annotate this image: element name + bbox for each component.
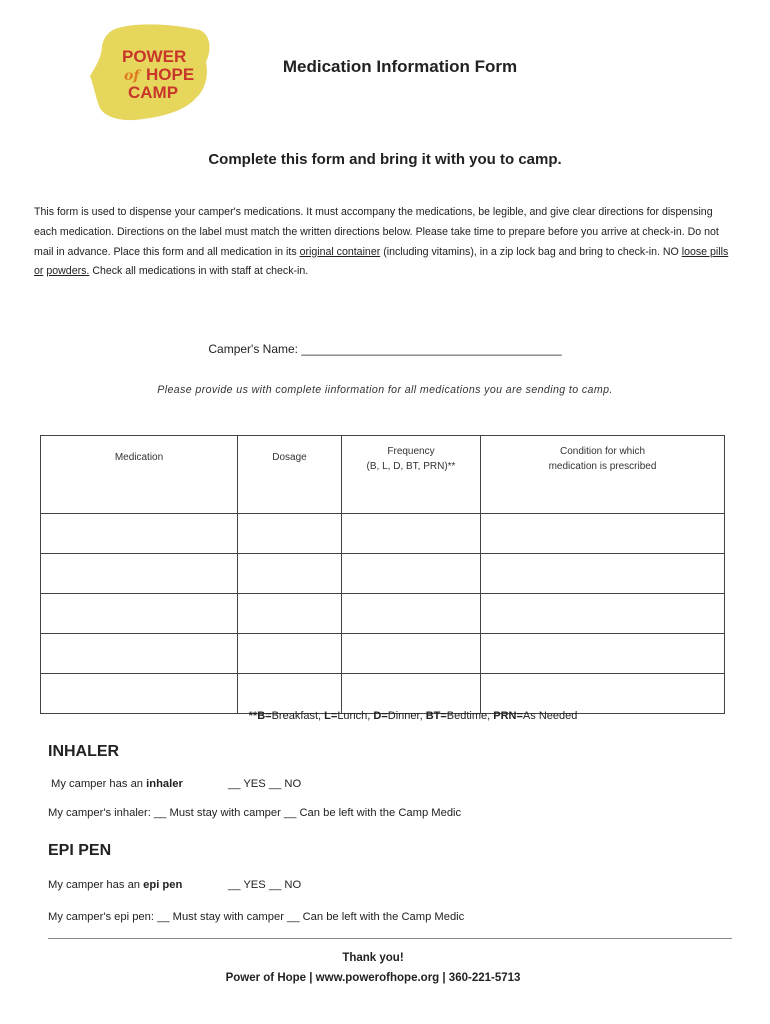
header-dosage: Dosage [238, 436, 342, 514]
legend-bt-key: BT= [425, 710, 447, 722]
logo-text-of: of [124, 68, 140, 84]
intro-text-1: This form is used to dispense your camper's medications. It must accompany the medications, be legible, and give clear directions for dispensing each medication. Directions on the label must match the written directions below. Please take time to prepare before you arrive at check-in. Do not mail in advance. Place this form and all medication in its [34, 206, 719, 258]
header-condition [481, 436, 725, 514]
table-row [41, 594, 725, 634]
table-row [41, 674, 725, 714]
medication-cell[interactable] [41, 674, 238, 714]
epipen-yes-no-options[interactable]: __ YES __ NO [228, 879, 302, 891]
camper-name-label: Camper's Name: [208, 342, 299, 356]
complete-info-note: Please provide us with complete iinformation for all medications you are sending to camp. [157, 384, 613, 396]
medication-table [40, 435, 725, 714]
legend-prefix: ** [248, 710, 258, 722]
intro-text-4: Check all medications in with staff at check-in. [89, 265, 309, 278]
legend-prn-key: PRN= [493, 710, 523, 722]
condition-cell[interactable] [481, 514, 725, 554]
frequency-legend [0, 710, 770, 722]
camper-name-field[interactable]: _______________________________________ [301, 342, 562, 356]
medication-cell[interactable] [41, 514, 238, 554]
legend-b-val: Breakfast, [271, 710, 325, 722]
header-medication: Medication [41, 436, 238, 514]
dosage-cell[interactable] [238, 634, 342, 674]
intro-paragraph [34, 203, 734, 282]
inhaler-yes-no-options[interactable]: __ YES __ NO [228, 778, 302, 790]
legend-prn-val: As Needed [522, 710, 578, 722]
condition-cell[interactable] [481, 634, 725, 674]
condition-cell[interactable] [481, 674, 725, 714]
logo-text-hope: HOPE [146, 65, 195, 84]
inhaler-has-row [51, 778, 183, 790]
form-title: Medication Information Form [282, 57, 518, 76]
inhaler-has-item: inhaler [146, 778, 183, 790]
header-condition-line2: medication is prescribed [548, 461, 657, 472]
header-frequency [342, 436, 481, 514]
frequency-cell[interactable] [342, 514, 481, 554]
intro-underline-loose-pills: loose pills or [34, 245, 729, 278]
legend-bt-val: Bedtime, [446, 710, 494, 722]
epipen-has-item: epi pen [143, 879, 183, 891]
logo-text-camp: CAMP [128, 83, 179, 102]
footer-divider [48, 938, 732, 939]
dosage-cell[interactable] [238, 594, 342, 634]
legend-b-key: B= [257, 710, 272, 722]
frequency-cell[interactable] [342, 634, 481, 674]
inhaler-has-prefix: My camper has an [51, 778, 147, 790]
legend-d-key: D= [373, 710, 388, 722]
medication-cell[interactable] [41, 594, 238, 634]
intro-underline-powders: powders. [46, 265, 90, 278]
legend-d-val: Dinner, [387, 710, 426, 722]
condition-cell[interactable] [481, 594, 725, 634]
header-frequency-line2: (B, L, D, BT, PRN)** [366, 461, 456, 472]
medication-cell[interactable] [41, 634, 238, 674]
logo-text-power: POWER [122, 47, 187, 66]
medication-cell[interactable] [41, 554, 238, 594]
legend-l-key: L= [324, 710, 338, 722]
frequency-cell[interactable] [342, 554, 481, 594]
frequency-cell[interactable] [342, 594, 481, 634]
epipen-stay-options[interactable]: My camper's epi pen: __ Must stay with camper __ Can be left with the Camp Medic [48, 911, 465, 923]
epipen-has-row [48, 879, 182, 891]
footer-contact-line: Power of Hope | www.powerofhope.org | 360-221-5713 [225, 972, 521, 984]
camper-name-row [0, 342, 770, 356]
dosage-cell[interactable] [238, 674, 342, 714]
header-frequency-line1: Frequency [387, 446, 435, 457]
dosage-cell[interactable] [238, 514, 342, 554]
frequency-cell[interactable] [342, 674, 481, 714]
table-row [41, 514, 725, 554]
inhaler-stay-options[interactable]: My camper's inhaler: __ Must stay with camper __ Can be left with the Camp Medic [48, 807, 462, 819]
intro-text-2: (including vitamins), in a zip lock bag and bring to check-in. NO [380, 245, 682, 258]
dosage-cell[interactable] [238, 554, 342, 594]
header-condition-line1: Condition for which [559, 446, 646, 457]
table-row [41, 634, 725, 674]
legend-l-val: Lunch, [337, 710, 374, 722]
epipen-heading: EPI PEN [48, 842, 112, 859]
table-row [41, 554, 725, 594]
table-header-row [41, 436, 725, 514]
form-subtitle: Complete this form and bring it with you to camp. [208, 151, 562, 168]
intro-underline-original-container: original container [299, 245, 381, 258]
footer-thank-you: Thank you! [342, 952, 404, 964]
condition-cell[interactable] [481, 554, 725, 594]
epipen-has-prefix: My camper has an [48, 879, 144, 891]
inhaler-heading: INHALER [48, 743, 120, 760]
